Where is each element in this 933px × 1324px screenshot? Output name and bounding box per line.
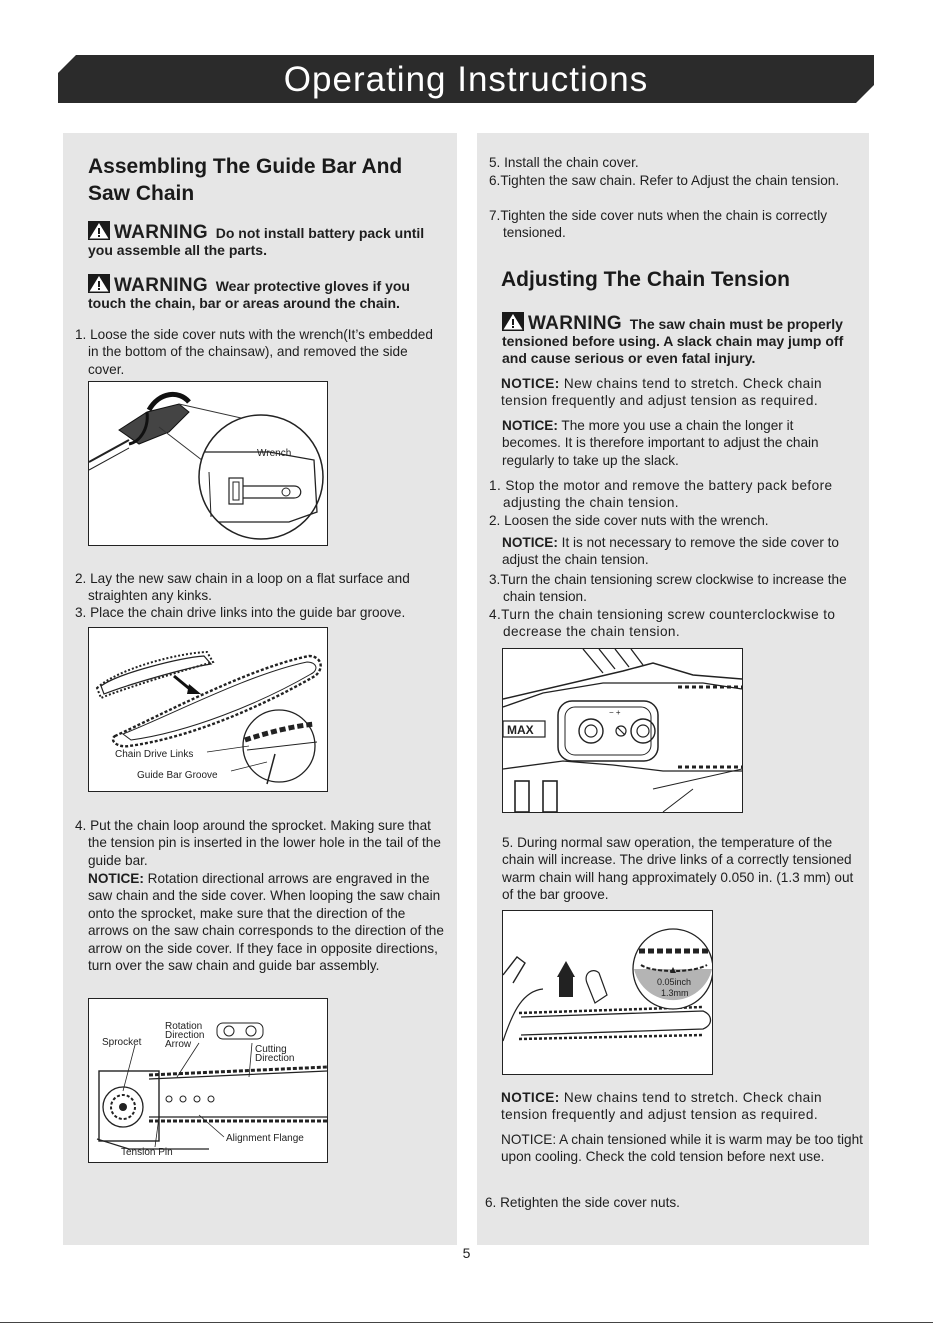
warning-triangle-icon xyxy=(88,221,110,240)
assembly-step-7: 7.Tighten the side cover nuts when the chain is correctly tensioned. xyxy=(489,208,828,241)
warning2-text-2: touch the chain, bar or areas around the chain. xyxy=(88,295,400,311)
tension-step-1: 1. Stop the motor and remove the battery pack before adjusting the chain tension. xyxy=(489,478,833,511)
rotation-label-3: Arrow xyxy=(165,1039,192,1050)
assembly-step-2: 2. Lay the new saw chain in a loop on a flat surface and straighten any kinks. xyxy=(75,571,410,604)
rotation-label-1: Rotation xyxy=(165,1021,203,1032)
sprocket-illustration xyxy=(89,999,327,1162)
warning-label: WARNING xyxy=(114,222,208,243)
rotation-label-2: Direction xyxy=(165,1030,205,1041)
warning2-text: Wear protective gloves if you xyxy=(215,278,410,294)
figure-chain-loop xyxy=(88,627,328,792)
notice-label: NOTICE: xyxy=(501,1090,560,1105)
notice-label: NOTICE: xyxy=(501,376,560,391)
notice-label: NOTICE: xyxy=(502,535,558,550)
notice-text: Rotation directional arrows are engraved in the saw chain and the side cover. When looping the saw chain onto the sprocket, make sure that the direction of the arrows on the saw chain corresponds to the direction of the arrow on the side cover. If they face in opposite directions, turn over the saw chain and guide bar assembly. xyxy=(88,871,444,974)
section-heading-tension: Adjusting The Chain Tension xyxy=(501,268,790,291)
warning-text-2: tensioned before using. A slack chain may jump off and cause serious or even fatal injury. xyxy=(502,333,844,366)
notice-text: New chains tend to stretch. Check chain tension frequently and adjust tension as required. xyxy=(501,1090,823,1123)
notice-label: NOTICE: xyxy=(502,418,558,433)
figure-remove-side-cover xyxy=(88,381,328,546)
warning-tension xyxy=(502,312,864,367)
section-heading-assembling xyxy=(88,153,448,207)
warning-label: WARNING xyxy=(528,313,622,334)
brand-badge: MAX xyxy=(507,723,534,737)
tension-step-5: 5. During normal saw operation, the temperature of the chain will increase. The drive links of a correctly tensioned warm chain will hang approximately 0.050 in. (1.3 mm) out of the bar groove. xyxy=(502,835,854,903)
notice-warm-tension: NOTICE: A chain tensioned while it is warm may be too tight upon cooling. Check the cold tension before next use. xyxy=(501,1132,863,1165)
assembly-step-4: 4. Put the chain loop around the sprocket. Making sure that the tension pin is inserted in the lower hole in the tail of the guide bar. xyxy=(75,818,441,868)
tension-screw-illustration xyxy=(503,649,742,812)
figure-tensioning-screw xyxy=(502,648,743,813)
chain-sag-illustration xyxy=(503,911,712,1074)
svg-text:− +: − + xyxy=(609,708,621,717)
sprocket-label: Sprocket xyxy=(102,1037,142,1048)
notice-no-remove xyxy=(502,534,864,569)
notice-label: NOTICE: xyxy=(88,871,144,886)
tension-step-2: 2. Loosen the side cover nuts with the wrench. xyxy=(489,513,769,528)
tension-step-4: 4.Turn the chain tensioning screw counterclockwise to decrease the chain tension. xyxy=(489,607,836,640)
assembly-step-6: 6.Tighten the saw chain. Refer to Adjust the chain tension. xyxy=(489,173,840,188)
sag-inch-label: 0.05inch xyxy=(657,977,692,987)
guide-bar-groove-label: Guide Bar Groove xyxy=(137,770,218,781)
page-title: Operating Instructions xyxy=(283,60,649,99)
warning1-text-2: you assemble all the parts. xyxy=(88,242,267,258)
warning-triangle-icon xyxy=(88,274,110,293)
wrench-label: Wrench xyxy=(257,448,292,459)
chain-loop-illustration xyxy=(89,628,327,791)
notice-text: It is not necessary to remove the side cover to adjust the chain tension. xyxy=(502,535,839,568)
warning-text-1: The saw chain must be properly xyxy=(629,316,843,332)
assembly-step-4-notice xyxy=(88,870,446,974)
heading-line-1: Assembling The Guide Bar And xyxy=(88,155,403,178)
cutting-label-1: Cutting xyxy=(255,1044,287,1055)
assembly-step-3: 3. Place the chain drive links into the guide bar groove. xyxy=(75,605,406,620)
page-number: 5 xyxy=(462,1245,471,1261)
tension-step-6: 6. Retighten the side cover nuts. xyxy=(485,1195,680,1210)
warning-label: WARNING xyxy=(114,275,208,296)
cutting-label-2: Direction xyxy=(255,1053,295,1064)
alignment-flange-label: Alignment Flange xyxy=(226,1133,304,1144)
warning-battery xyxy=(88,221,450,259)
notice-text: The more you use a chain the longer it becomes. It is therefore important to adjust the chain regularly to take up the slack. xyxy=(502,418,819,468)
notice-longer xyxy=(502,417,844,469)
notice-stretch xyxy=(501,375,863,410)
bottom-rule xyxy=(0,1322,933,1323)
header-banner xyxy=(58,55,874,103)
tension-step-3: 3.Turn the chain tensioning screw clockwise to increase the chain tension. xyxy=(489,572,847,605)
warning1-text: Do not install battery pack until xyxy=(215,225,425,241)
warning-triangle-icon xyxy=(502,312,524,331)
chainsaw-illustration xyxy=(89,382,327,545)
chain-drive-links-label: Chain Drive Links xyxy=(115,749,194,760)
tension-pin-label: Tension Pin xyxy=(121,1147,173,1158)
notice-stretch-2 xyxy=(501,1089,865,1124)
assembly-step-1: 1. Loose the side cover nuts with the wrench(It’s embedded in the bottom of the chainsaw), and removed the side cover. xyxy=(75,327,433,377)
assembly-step-5: 5. Install the chain cover. xyxy=(489,155,639,170)
notice-text: New chains tend to stretch. Check chain tension frequently and adjust tension as required. xyxy=(501,376,823,409)
warning-gloves xyxy=(88,274,450,312)
figure-sprocket-assembly xyxy=(88,998,328,1163)
sag-mm-label: 1.3mm xyxy=(661,988,689,998)
figure-chain-sag xyxy=(502,910,713,1075)
heading-line-2: Saw Chain xyxy=(88,182,195,205)
